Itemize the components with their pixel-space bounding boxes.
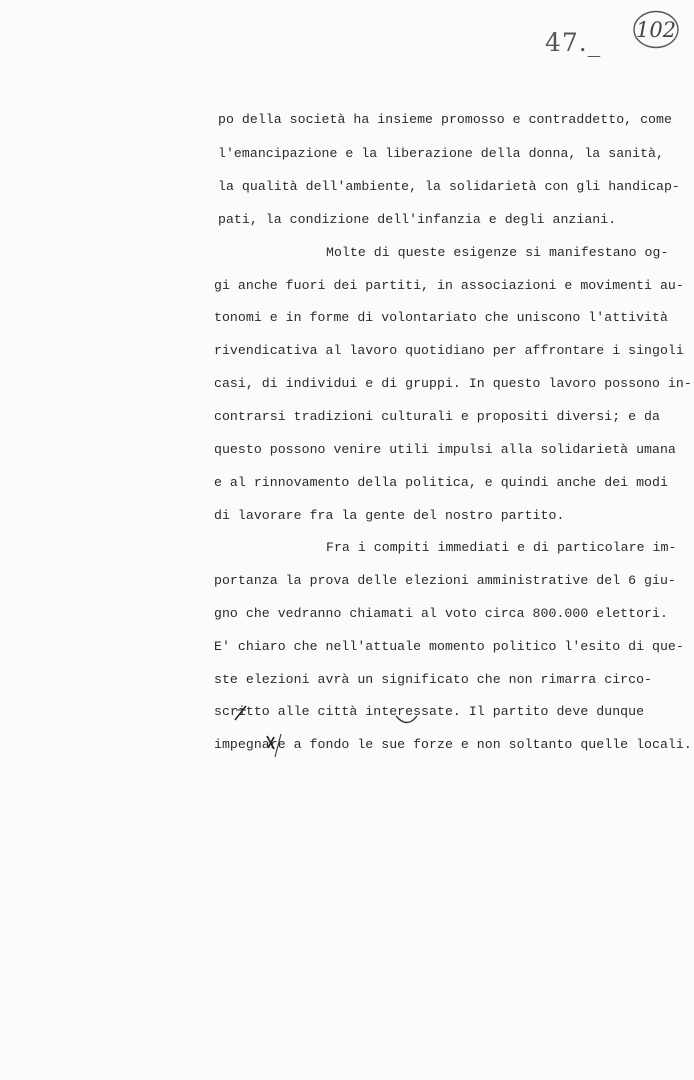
- archive-number: 102: [635, 18, 677, 42]
- text-line: di lavorare fra la gente del nostro partito.: [214, 508, 565, 523]
- text-line: pati, la condizione dell'infanzia e degli anziani.: [218, 212, 617, 227]
- text-line: gno che vedranno chiamati al voto circa 800.000 elettori.: [214, 606, 668, 621]
- text-line: gi anche fuori dei partiti, in associazioni e movimenti au-: [214, 278, 684, 293]
- text-line: impegnare a fondo le sue forze e non soltanto quelle locali.: [214, 737, 692, 752]
- text-line: l'emancipazione e la liberazione della donna, la sanità,: [218, 146, 664, 161]
- page-number-dash: _: [587, 28, 602, 57]
- text-line: scritto alle città interessate. Il partito deve dunque: [214, 704, 645, 719]
- text-line: casi, di individui e di gruppi. In questo lavoro possono in-: [214, 376, 692, 391]
- text-line: portanza la prova delle elezioni amministrative del 6 giu-: [214, 573, 676, 588]
- page-number: [545, 28, 601, 57]
- page-number-value: 47.: [545, 28, 588, 57]
- text-line: contrarsi tradizioni culturali e propositi diversi; e da: [214, 409, 660, 424]
- text-line: e al rinnovamento della politica, e quindi anche dei modi: [214, 475, 668, 490]
- text-line: po della società ha insieme promosso e contraddetto, come: [218, 112, 672, 127]
- text-line: questo possono venire utili impulsi alla solidarietà umana: [214, 442, 676, 457]
- text-line: ste elezioni avrà un significato che non rimarra circo-: [214, 672, 653, 687]
- text-line: E' chiaro che nell'attuale momento politico l'esito di que-: [214, 639, 684, 654]
- text-line: tonomi e in forme di volontariato che uniscono l'attività: [214, 310, 668, 325]
- text-line: rivendicativa al lavoro quotidiano per affrontare i singoli: [214, 343, 684, 358]
- text-line: Molte di queste esigenze si manifestano og-: [326, 245, 669, 260]
- text-line: Fra i compiti immediati e di particolare im-: [326, 540, 677, 555]
- archive-number-stamp: [631, 8, 681, 51]
- text-line: la qualità dell'ambiente, la solidarietà con gli handicap-: [218, 179, 680, 194]
